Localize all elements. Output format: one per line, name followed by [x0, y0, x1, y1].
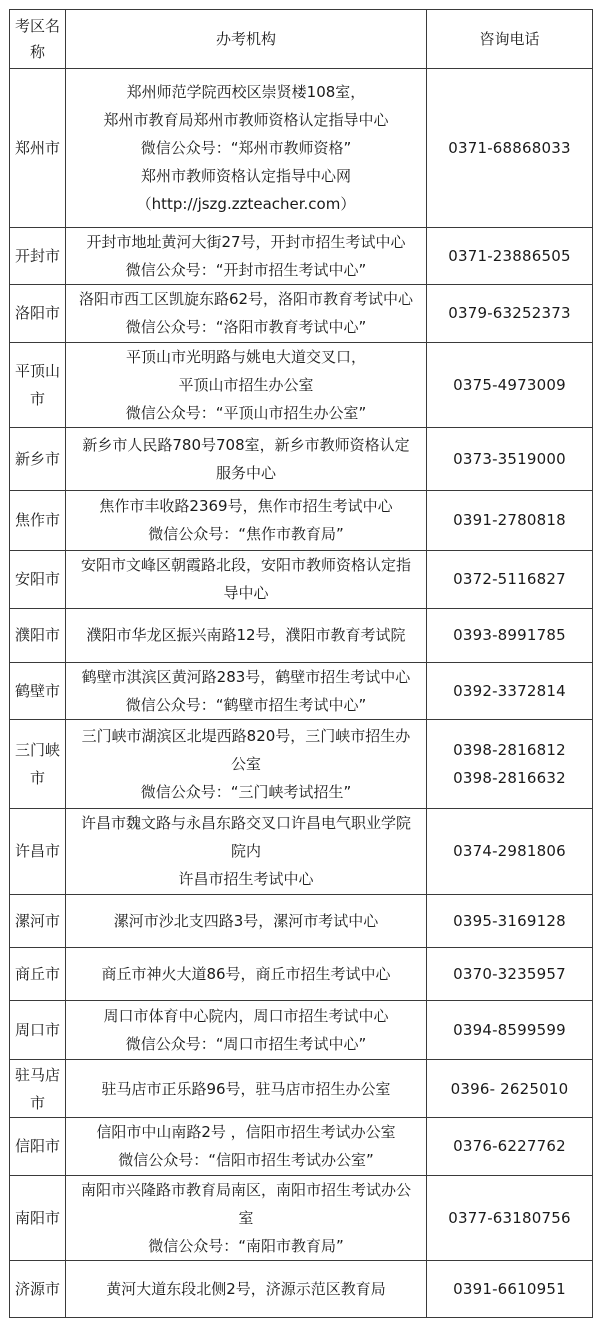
region-line: 市	[29, 769, 45, 788]
cell-phone	[427, 662, 593, 720]
cell-phone	[427, 720, 593, 809]
office-line: 院内	[230, 842, 261, 861]
region-line: 鹤壁市	[14, 681, 60, 700]
region-line: 商丘市	[14, 965, 60, 984]
office-line: 公室	[230, 755, 261, 774]
cell-office	[66, 550, 427, 609]
office-line: 微信公众号：“焦作市教育局”	[148, 525, 344, 544]
region-line: 南阳市	[14, 1208, 60, 1227]
region-line: 焦作市	[14, 511, 60, 530]
office-line: 微信公众号：“南阳市教育局”	[148, 1236, 344, 1255]
phone-line: 0376-6227762	[453, 1137, 566, 1156]
table-row	[10, 285, 593, 343]
cell-office	[66, 69, 427, 228]
table-row	[10, 550, 593, 609]
office-line: 开封市地址黄河大街27号，开封市招生考试中心	[86, 232, 406, 251]
region-line: 驻马店	[14, 1065, 60, 1084]
office-line: 焦作市丰收路2369号，焦作市招生考试中心	[99, 497, 393, 516]
phone-line: 0392-3372814	[453, 681, 566, 700]
phone-line: 0395-3169128	[453, 912, 566, 931]
table-row	[10, 1175, 593, 1261]
table-row	[10, 662, 593, 720]
phone-line: 0398-2816632	[453, 769, 566, 788]
phone-line: 0379-63252373	[448, 304, 571, 323]
office-line: 平顶山市招生办公室	[178, 376, 314, 395]
table-row	[10, 1000, 593, 1060]
office-line: （http://jszg.zzteacher.com）	[136, 194, 356, 213]
table-row	[10, 69, 593, 228]
cell-region	[10, 809, 66, 895]
office-line: 漯河市沙北支四路3号，漯河市考试中心	[113, 912, 379, 931]
office-line: 濮阳市华龙区振兴南路12号，濮阳市教育考试院	[86, 626, 406, 645]
office-line: 商丘市神火大道86号，商丘市招生考试中心	[101, 965, 391, 984]
cell-office	[66, 720, 427, 809]
phone-line: 0370-3235957	[453, 965, 566, 984]
cell-office	[66, 894, 427, 948]
table-row	[10, 1261, 593, 1318]
cell-region	[10, 720, 66, 809]
cell-office	[66, 1175, 427, 1261]
table-row	[10, 491, 593, 551]
table-header-row	[10, 10, 593, 69]
office-line: 微信公众号：“周口市招生考试中心”	[125, 1035, 367, 1054]
cell-office	[66, 662, 427, 720]
office-line: 黄河大道东段北侧2号，济源示范区教育局	[106, 1280, 386, 1299]
cell-phone	[427, 1060, 593, 1118]
phone-line: 0374-2981806	[453, 842, 566, 861]
cell-phone	[427, 428, 593, 491]
cell-office	[66, 428, 427, 491]
table-row	[10, 609, 593, 663]
office-line: 微信公众号：“平顶山市招生办公室”	[125, 404, 367, 423]
cell-phone	[427, 285, 593, 343]
cell-office	[66, 227, 427, 285]
table-row	[10, 809, 593, 895]
table-row	[10, 227, 593, 285]
office-line: 郑州市教师资格认定指导中心网	[140, 166, 351, 185]
cell-office	[66, 948, 427, 1001]
cell-phone	[427, 69, 593, 228]
cell-region	[10, 1000, 66, 1060]
phone-line: 0371-23886505	[448, 246, 571, 265]
region-line: 洛阳市	[14, 304, 60, 323]
cell-region	[10, 227, 66, 285]
cell-region	[10, 1060, 66, 1118]
office-line: 微信公众号：“鹤壁市招生考试中心”	[125, 695, 367, 714]
region-line: 许昌市	[14, 842, 60, 861]
region-line: 安阳市	[14, 570, 60, 589]
cell-phone	[427, 550, 593, 609]
region-line: 漯河市	[14, 912, 60, 931]
cell-region	[10, 894, 66, 948]
cell-phone	[427, 227, 593, 285]
cell-office	[66, 809, 427, 895]
office-line: 微信公众号：“开封市招生考试中心”	[125, 260, 367, 279]
cell-region	[10, 662, 66, 720]
office-line: 微信公众号：“郑州市教师资格”	[140, 138, 352, 157]
phone-line: 0396- 2625010	[450, 1079, 569, 1098]
cell-phone	[427, 809, 593, 895]
cell-region	[10, 1117, 66, 1175]
cell-region	[10, 1261, 66, 1318]
office-line: 微信公众号：“三门峡考试招生”	[140, 783, 352, 802]
phone-line: 0398-2816812	[453, 741, 566, 760]
region-line: 开封市	[14, 246, 60, 265]
office-line: 许昌市魏文路与永昌东路交叉口许昌电气职业学院	[80, 814, 411, 833]
header-office: 办考机构	[66, 10, 427, 69]
cell-phone	[427, 948, 593, 1001]
cell-phone	[427, 491, 593, 551]
phone-line: 0391-6610951	[453, 1280, 566, 1299]
table-row	[10, 1060, 593, 1118]
cell-phone	[427, 1261, 593, 1318]
cell-phone	[427, 342, 593, 428]
cell-region	[10, 285, 66, 343]
region-line: 市	[29, 390, 45, 409]
table-row	[10, 342, 593, 428]
region-line: 濮阳市	[14, 626, 60, 645]
cell-region	[10, 491, 66, 551]
cell-phone	[427, 1000, 593, 1060]
cell-region	[10, 1175, 66, 1261]
office-line: 微信公众号：“洛阳市教育考试中心”	[125, 318, 367, 337]
table-row	[10, 1117, 593, 1175]
office-line: 微信公众号：“信阳市招生考试办公室”	[118, 1151, 374, 1170]
cell-office	[66, 342, 427, 428]
cell-office	[66, 1000, 427, 1060]
header-region: 考区名称	[10, 10, 66, 69]
office-line: 新乡市人民路780号708室，新乡市教师资格认定	[82, 436, 410, 455]
cell-phone	[427, 1175, 593, 1261]
phone-line: 0375-4973009	[453, 376, 566, 395]
office-line: 鹤壁市淇滨区黄河路283号，鹤壁市招生考试中心	[81, 667, 411, 686]
office-line: 驻马店市正乐路96号，驻马店市招生办公室	[101, 1079, 391, 1098]
office-line: 郑州师范学院西校区崇贤楼108室，	[126, 82, 366, 101]
exam-office-table	[9, 9, 593, 1318]
table-row	[10, 948, 593, 1001]
office-line: 导中心	[223, 584, 269, 603]
office-line: 洛阳市西工区凯旋东路62号，洛阳市教育考试中心	[78, 290, 414, 309]
region-line: 济源市	[14, 1280, 60, 1299]
cell-office	[66, 285, 427, 343]
office-line: 南阳市兴隆路市教育局南区，南阳市招生考试办公	[80, 1180, 411, 1199]
region-line: 信阳市	[14, 1137, 60, 1156]
table-row	[10, 720, 593, 809]
phone-line: 0372-5116827	[453, 570, 566, 589]
office-line: 室	[238, 1208, 254, 1227]
office-line: 信阳市中山南路2号 ，信阳市招生考试办公室	[96, 1123, 396, 1142]
office-line: 郑州市教育局郑州市教师资格认定指导中心	[103, 110, 389, 129]
cell-region	[10, 428, 66, 491]
office-line: 平顶山市光明路与姚电大道交叉口，	[125, 348, 366, 367]
cell-region	[10, 948, 66, 1001]
phone-line: 0393-8991785	[453, 626, 566, 645]
cell-office	[66, 1261, 427, 1318]
cell-office	[66, 1060, 427, 1118]
cell-region	[10, 342, 66, 428]
phone-line: 0373-3519000	[453, 450, 566, 469]
cell-phone	[427, 609, 593, 663]
cell-office	[66, 1117, 427, 1175]
cell-phone	[427, 894, 593, 948]
phone-line: 0391-2780818	[453, 511, 566, 530]
office-line: 三门峡市湖滨区北堤西路820号，三门峡市招生办	[81, 727, 411, 746]
table-row	[10, 428, 593, 491]
table-row	[10, 894, 593, 948]
region-line: 平顶山	[14, 362, 60, 381]
region-line: 周口市	[14, 1021, 60, 1040]
cell-region	[10, 550, 66, 609]
phone-line: 0377-63180756	[448, 1208, 571, 1227]
cell-office	[66, 491, 427, 551]
cell-phone	[427, 1117, 593, 1175]
region-line: 郑州市	[14, 138, 60, 157]
region-line: 市	[29, 1093, 45, 1112]
office-line: 周口市体育中心院内，周口市招生考试中心	[103, 1007, 389, 1026]
region-line: 新乡市	[14, 450, 60, 469]
office-line: 安阳市文峰区朝霞路北段，安阳市教师资格认定指	[80, 556, 411, 575]
cell-region	[10, 609, 66, 663]
phone-line: 0371-68868033	[448, 138, 571, 157]
cell-region	[10, 69, 66, 228]
office-line: 服务中心	[215, 464, 276, 483]
phone-line: 0394-8599599	[453, 1021, 566, 1040]
region-line: 三门峡	[14, 741, 60, 760]
cell-office	[66, 609, 427, 663]
header-phone: 咨询电话	[427, 10, 593, 69]
office-line: 许昌市招生考试中心	[178, 870, 314, 889]
